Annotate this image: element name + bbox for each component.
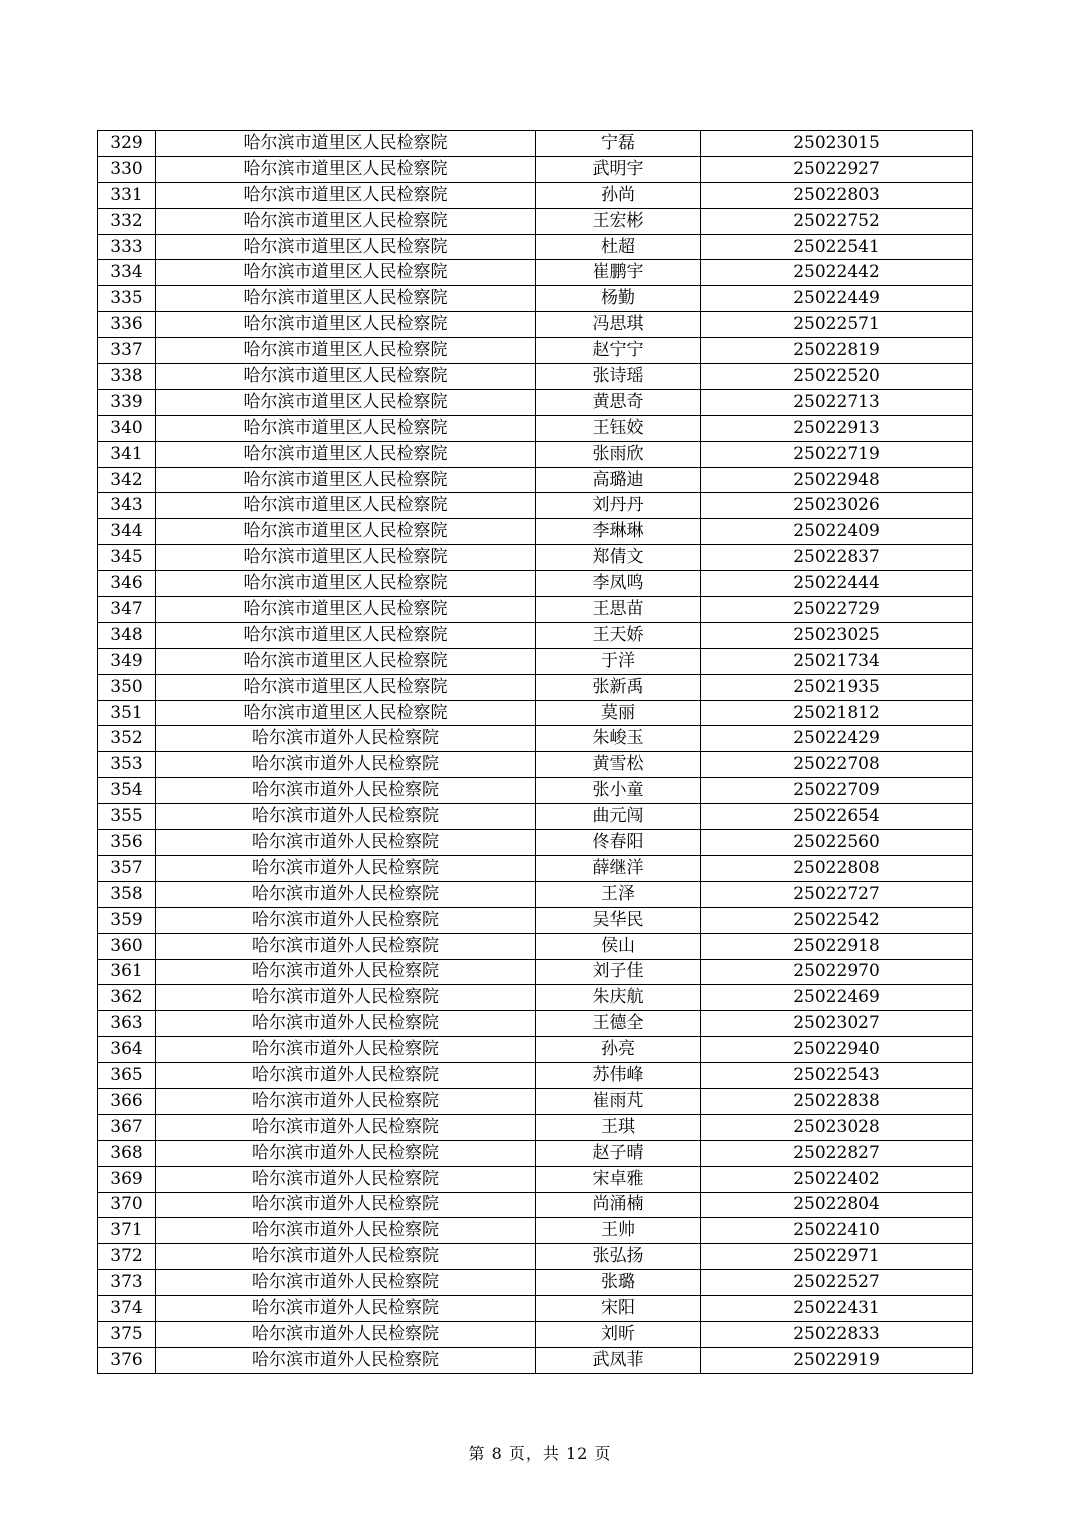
- unit-cell: 哈尔滨市道里区人民检察院: [156, 156, 536, 182]
- unit-cell: 哈尔滨市道外人民检察院: [156, 1347, 536, 1373]
- candidate-id-cell: 25022970: [701, 959, 973, 985]
- row-number-cell: 360: [98, 933, 156, 959]
- name-cell: 王琪: [536, 1114, 701, 1140]
- unit-cell: 哈尔滨市道里区人民检察院: [156, 415, 536, 441]
- name-cell: 于洋: [536, 648, 701, 674]
- table-row: [98, 1270, 973, 1296]
- candidate-id-cell: 25022819: [701, 338, 973, 364]
- candidate-id-cell: 25022560: [701, 830, 973, 856]
- candidate-id-cell: 25023015: [701, 131, 973, 157]
- row-number-cell: 369: [98, 1166, 156, 1192]
- unit-cell: 哈尔滨市道里区人民检察院: [156, 208, 536, 234]
- candidate-id-cell: 25022410: [701, 1218, 973, 1244]
- unit-cell: 哈尔滨市道里区人民检察院: [156, 493, 536, 519]
- unit-cell: 哈尔滨市道外人民检察院: [156, 1088, 536, 1114]
- name-cell: 武凤菲: [536, 1347, 701, 1373]
- unit-cell: 哈尔滨市道外人民检察院: [156, 1244, 536, 1270]
- table-row: [98, 389, 973, 415]
- table-row: [98, 519, 973, 545]
- row-number-cell: 366: [98, 1088, 156, 1114]
- candidate-id-cell: 25022971: [701, 1244, 973, 1270]
- table-row: [98, 1114, 973, 1140]
- name-cell: 朱庆航: [536, 985, 701, 1011]
- unit-cell: 哈尔滨市道里区人民检察院: [156, 364, 536, 390]
- candidate-id-cell: 25022543: [701, 1063, 973, 1089]
- unit-cell: 哈尔滨市道里区人民检察院: [156, 597, 536, 623]
- candidate-table-body: [98, 131, 973, 1374]
- unit-cell: 哈尔滨市道里区人民检察院: [156, 131, 536, 157]
- row-number-cell: 336: [98, 312, 156, 338]
- row-number-cell: 333: [98, 234, 156, 260]
- unit-cell: 哈尔滨市道里区人民检察院: [156, 182, 536, 208]
- row-number-cell: 362: [98, 985, 156, 1011]
- table-row: [98, 1088, 973, 1114]
- candidate-id-cell: 25022719: [701, 441, 973, 467]
- unit-cell: 哈尔滨市道外人民检察院: [156, 881, 536, 907]
- table-row: [98, 156, 973, 182]
- row-number-cell: 349: [98, 648, 156, 674]
- row-number-cell: 340: [98, 415, 156, 441]
- name-cell: 冯思琪: [536, 312, 701, 338]
- candidate-id-cell: 25022541: [701, 234, 973, 260]
- candidate-id-cell: 25022918: [701, 933, 973, 959]
- name-cell: 宋阳: [536, 1296, 701, 1322]
- candidate-id-cell: 25021812: [701, 700, 973, 726]
- name-cell: 尚涌楠: [536, 1192, 701, 1218]
- unit-cell: 哈尔滨市道外人民检察院: [156, 1192, 536, 1218]
- unit-cell: 哈尔滨市道外人民检察院: [156, 830, 536, 856]
- table-row: [98, 752, 973, 778]
- table-row: [98, 1296, 973, 1322]
- candidate-id-cell: 25022727: [701, 881, 973, 907]
- table-row: [98, 467, 973, 493]
- unit-cell: 哈尔滨市道里区人民检察院: [156, 648, 536, 674]
- table-row: [98, 959, 973, 985]
- row-number-cell: 370: [98, 1192, 156, 1218]
- name-cell: 王泽: [536, 881, 701, 907]
- candidate-id-cell: 25022444: [701, 571, 973, 597]
- name-cell: 张雨欣: [536, 441, 701, 467]
- unit-cell: 哈尔滨市道外人民检察院: [156, 1063, 536, 1089]
- row-number-cell: 343: [98, 493, 156, 519]
- candidate-id-cell: 25022729: [701, 597, 973, 623]
- name-cell: 武明宇: [536, 156, 701, 182]
- candidate-id-cell: 25022542: [701, 907, 973, 933]
- row-number-cell: 329: [98, 131, 156, 157]
- unit-cell: 哈尔滨市道外人民检察院: [156, 959, 536, 985]
- name-cell: 杨勤: [536, 286, 701, 312]
- unit-cell: 哈尔滨市道里区人民检察院: [156, 338, 536, 364]
- table-row: [98, 338, 973, 364]
- unit-cell: 哈尔滨市道里区人民检察院: [156, 622, 536, 648]
- unit-cell: 哈尔滨市道外人民检察院: [156, 907, 536, 933]
- name-cell: 高璐迪: [536, 467, 701, 493]
- row-number-cell: 337: [98, 338, 156, 364]
- candidate-id-cell: 25022402: [701, 1166, 973, 1192]
- row-number-cell: 364: [98, 1037, 156, 1063]
- row-number-cell: 353: [98, 752, 156, 778]
- row-number-cell: 363: [98, 1011, 156, 1037]
- table-row: [98, 1218, 973, 1244]
- unit-cell: 哈尔滨市道里区人民检察院: [156, 234, 536, 260]
- candidate-id-cell: 25022709: [701, 778, 973, 804]
- candidate-id-cell: 25022808: [701, 855, 973, 881]
- table-row: [98, 1244, 973, 1270]
- row-number-cell: 338: [98, 364, 156, 390]
- candidate-id-cell: 25021734: [701, 648, 973, 674]
- name-cell: 崔雨芃: [536, 1088, 701, 1114]
- row-number-cell: 345: [98, 545, 156, 571]
- table-row: [98, 1321, 973, 1347]
- name-cell: 崔鹏宇: [536, 260, 701, 286]
- table-row: [98, 493, 973, 519]
- row-number-cell: 367: [98, 1114, 156, 1140]
- table-row: [98, 1037, 973, 1063]
- unit-cell: 哈尔滨市道里区人民检察院: [156, 260, 536, 286]
- row-number-cell: 372: [98, 1244, 156, 1270]
- row-number-cell: 351: [98, 700, 156, 726]
- table-row: [98, 208, 973, 234]
- table-row: [98, 286, 973, 312]
- table-row: [98, 726, 973, 752]
- row-number-cell: 375: [98, 1321, 156, 1347]
- candidate-id-cell: 25023027: [701, 1011, 973, 1037]
- candidate-table: [97, 130, 973, 1374]
- table-row: [98, 907, 973, 933]
- row-number-cell: 339: [98, 389, 156, 415]
- table-row: [98, 855, 973, 881]
- candidate-id-cell: 25022431: [701, 1296, 973, 1322]
- unit-cell: 哈尔滨市道外人民检察院: [156, 933, 536, 959]
- unit-cell: 哈尔滨市道外人民检察院: [156, 1114, 536, 1140]
- row-number-cell: 342: [98, 467, 156, 493]
- row-number-cell: 344: [98, 519, 156, 545]
- table-row: [98, 1347, 973, 1373]
- row-number-cell: 331: [98, 182, 156, 208]
- candidate-id-cell: 25022713: [701, 389, 973, 415]
- unit-cell: 哈尔滨市道里区人民检察院: [156, 312, 536, 338]
- candidate-id-cell: 25022469: [701, 985, 973, 1011]
- name-cell: 侯山: [536, 933, 701, 959]
- name-cell: 张璐: [536, 1270, 701, 1296]
- unit-cell: 哈尔滨市道里区人民检察院: [156, 674, 536, 700]
- name-cell: 张诗瑶: [536, 364, 701, 390]
- unit-cell: 哈尔滨市道里区人民检察院: [156, 571, 536, 597]
- candidate-id-cell: 25022919: [701, 1347, 973, 1373]
- candidate-id-cell: 25023028: [701, 1114, 973, 1140]
- name-cell: 王天娇: [536, 622, 701, 648]
- name-cell: 吴华民: [536, 907, 701, 933]
- row-number-cell: 354: [98, 778, 156, 804]
- row-number-cell: 373: [98, 1270, 156, 1296]
- row-number-cell: 355: [98, 804, 156, 830]
- name-cell: 王思苗: [536, 597, 701, 623]
- name-cell: 张弘扬: [536, 1244, 701, 1270]
- unit-cell: 哈尔滨市道外人民检察院: [156, 778, 536, 804]
- table-row: [98, 131, 973, 157]
- candidate-id-cell: 25022803: [701, 182, 973, 208]
- unit-cell: 哈尔滨市道里区人民检察院: [156, 389, 536, 415]
- name-cell: 张小童: [536, 778, 701, 804]
- unit-cell: 哈尔滨市道里区人民检察院: [156, 467, 536, 493]
- table-row: [98, 415, 973, 441]
- unit-cell: 哈尔滨市道外人民检察院: [156, 752, 536, 778]
- candidate-id-cell: 25022940: [701, 1037, 973, 1063]
- table-row: [98, 571, 973, 597]
- unit-cell: 哈尔滨市道外人民检察院: [156, 1218, 536, 1244]
- name-cell: 王宏彬: [536, 208, 701, 234]
- name-cell: 王帅: [536, 1218, 701, 1244]
- row-number-cell: 361: [98, 959, 156, 985]
- unit-cell: 哈尔滨市道外人民检察院: [156, 1321, 536, 1347]
- name-cell: 朱峻玉: [536, 726, 701, 752]
- candidate-id-cell: 25022520: [701, 364, 973, 390]
- unit-cell: 哈尔滨市道外人民检察院: [156, 1037, 536, 1063]
- candidate-id-cell: 25022442: [701, 260, 973, 286]
- row-number-cell: 341: [98, 441, 156, 467]
- table-row: [98, 312, 973, 338]
- candidate-id-cell: 25022804: [701, 1192, 973, 1218]
- row-number-cell: 368: [98, 1140, 156, 1166]
- unit-cell: 哈尔滨市道里区人民检察院: [156, 441, 536, 467]
- name-cell: 宁磊: [536, 131, 701, 157]
- name-cell: 黄雪松: [536, 752, 701, 778]
- page-footer: 第 8 页，共 12 页: [468, 1444, 612, 1463]
- row-number-cell: 359: [98, 907, 156, 933]
- name-cell: 薛继洋: [536, 855, 701, 881]
- table-row: [98, 933, 973, 959]
- name-cell: 黄思奇: [536, 389, 701, 415]
- table-row: [98, 700, 973, 726]
- row-number-cell: 332: [98, 208, 156, 234]
- unit-cell: 哈尔滨市道外人民检察院: [156, 1296, 536, 1322]
- unit-cell: 哈尔滨市道外人民检察院: [156, 985, 536, 1011]
- candidate-id-cell: 25022913: [701, 415, 973, 441]
- table-row: [98, 830, 973, 856]
- unit-cell: 哈尔滨市道外人民检察院: [156, 855, 536, 881]
- name-cell: 赵宁宁: [536, 338, 701, 364]
- candidate-id-cell: 25022409: [701, 519, 973, 545]
- name-cell: 李凤鸣: [536, 571, 701, 597]
- unit-cell: 哈尔滨市道里区人民检察院: [156, 700, 536, 726]
- table-row: [98, 804, 973, 830]
- candidate-id-cell: 25022708: [701, 752, 973, 778]
- row-number-cell: 371: [98, 1218, 156, 1244]
- candidate-id-cell: 25022654: [701, 804, 973, 830]
- unit-cell: 哈尔滨市道里区人民检察院: [156, 286, 536, 312]
- row-number-cell: 365: [98, 1063, 156, 1089]
- row-number-cell: 376: [98, 1347, 156, 1373]
- table-row: [98, 1140, 973, 1166]
- row-number-cell: 330: [98, 156, 156, 182]
- name-cell: 佟春阳: [536, 830, 701, 856]
- candidate-id-cell: 25022833: [701, 1321, 973, 1347]
- name-cell: 孙尚: [536, 182, 701, 208]
- name-cell: 曲元闯: [536, 804, 701, 830]
- candidate-id-cell: 25021935: [701, 674, 973, 700]
- unit-cell: 哈尔滨市道外人民检察院: [156, 726, 536, 752]
- table-row: [98, 441, 973, 467]
- name-cell: 刘丹丹: [536, 493, 701, 519]
- candidate-id-cell: 25023026: [701, 493, 973, 519]
- table-row: [98, 1011, 973, 1037]
- unit-cell: 哈尔滨市道外人民检察院: [156, 804, 536, 830]
- name-cell: 赵子晴: [536, 1140, 701, 1166]
- name-cell: 刘昕: [536, 1321, 701, 1347]
- row-number-cell: 352: [98, 726, 156, 752]
- row-number-cell: 357: [98, 855, 156, 881]
- row-number-cell: 335: [98, 286, 156, 312]
- table-row: [98, 881, 973, 907]
- name-cell: 杜超: [536, 234, 701, 260]
- unit-cell: 哈尔滨市道里区人民检察院: [156, 519, 536, 545]
- candidate-id-cell: 25023025: [701, 622, 973, 648]
- table-row: [98, 364, 973, 390]
- candidate-id-cell: 25022527: [701, 1270, 973, 1296]
- unit-cell: 哈尔滨市道外人民检察院: [156, 1011, 536, 1037]
- row-number-cell: 346: [98, 571, 156, 597]
- row-number-cell: 356: [98, 830, 156, 856]
- row-number-cell: 348: [98, 622, 156, 648]
- row-number-cell: 347: [98, 597, 156, 623]
- candidate-id-cell: 25022449: [701, 286, 973, 312]
- candidate-id-cell: 25022837: [701, 545, 973, 571]
- candidate-id-cell: 25022927: [701, 156, 973, 182]
- table-row: [98, 182, 973, 208]
- name-cell: 王钰姣: [536, 415, 701, 441]
- candidate-id-cell: 25022827: [701, 1140, 973, 1166]
- table-row: [98, 1192, 973, 1218]
- table-row: [98, 234, 973, 260]
- table-row: [98, 674, 973, 700]
- name-cell: 宋卓雅: [536, 1166, 701, 1192]
- table-row: [98, 985, 973, 1011]
- unit-cell: 哈尔滨市道里区人民检察院: [156, 545, 536, 571]
- row-number-cell: 334: [98, 260, 156, 286]
- unit-cell: 哈尔滨市道外人民检察院: [156, 1140, 536, 1166]
- unit-cell: 哈尔滨市道外人民检察院: [156, 1270, 536, 1296]
- table-row: [98, 1063, 973, 1089]
- candidate-id-cell: 25022429: [701, 726, 973, 752]
- candidate-id-cell: 25022752: [701, 208, 973, 234]
- table-row: [98, 260, 973, 286]
- name-cell: 苏伟峰: [536, 1063, 701, 1089]
- row-number-cell: 358: [98, 881, 156, 907]
- table-row: [98, 778, 973, 804]
- unit-cell: 哈尔滨市道外人民检察院: [156, 1166, 536, 1192]
- name-cell: 刘子佳: [536, 959, 701, 985]
- name-cell: 孙亮: [536, 1037, 701, 1063]
- candidate-id-cell: 25022838: [701, 1088, 973, 1114]
- table-row: [98, 597, 973, 623]
- table-row: [98, 648, 973, 674]
- table-row: [98, 622, 973, 648]
- row-number-cell: 374: [98, 1296, 156, 1322]
- name-cell: 莫丽: [536, 700, 701, 726]
- name-cell: 王德全: [536, 1011, 701, 1037]
- name-cell: 郑倩文: [536, 545, 701, 571]
- table-row: [98, 545, 973, 571]
- candidate-id-cell: 25022948: [701, 467, 973, 493]
- name-cell: 李琳琳: [536, 519, 701, 545]
- row-number-cell: 350: [98, 674, 156, 700]
- name-cell: 张新禹: [536, 674, 701, 700]
- table-row: [98, 1166, 973, 1192]
- candidate-id-cell: 25022571: [701, 312, 973, 338]
